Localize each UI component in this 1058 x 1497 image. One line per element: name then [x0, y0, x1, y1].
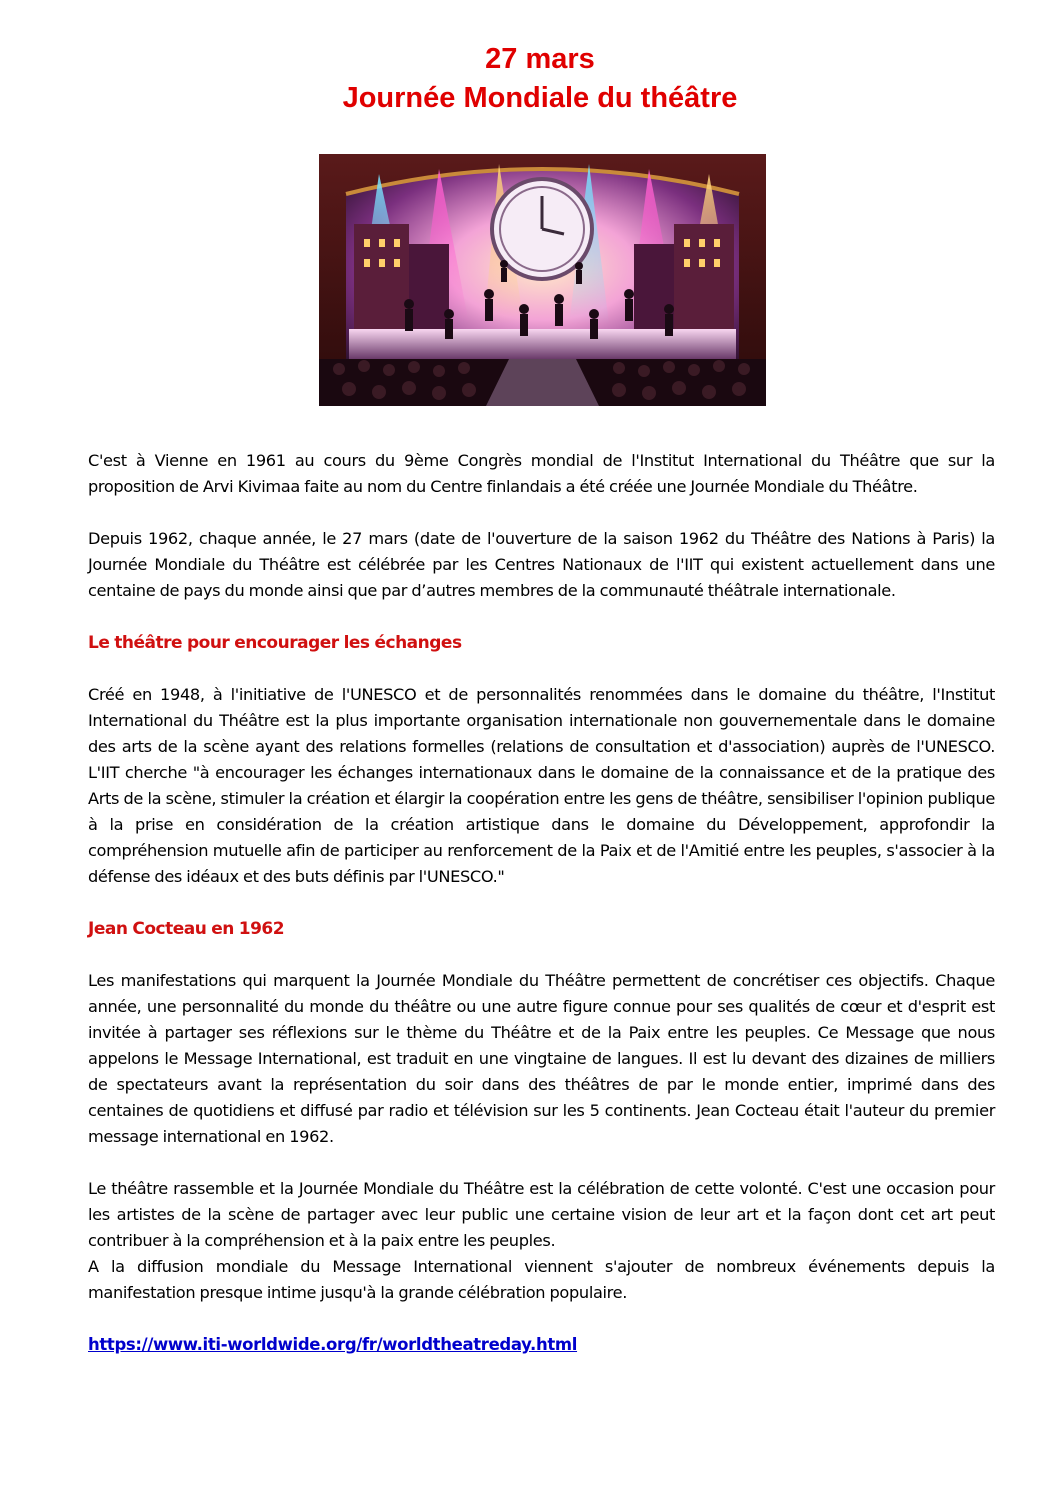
iti-worldwide-link[interactable]: https://www.iti-worldwide.org/fr/worldtheatreday.html: [88, 1335, 578, 1354]
section-heading-echanges: Le théâtre pour encourager les échanges: [88, 633, 462, 653]
title-date: 27 mars: [485, 43, 595, 75]
page-title: [0, 40, 1058, 118]
title-main: Journée Mondiale du théâtre: [342, 82, 738, 114]
section2-paragraph-2: Le théâtre rassemble et la Journée Mondiale du Théâtre est la célébration de cette volonté. C'est une occasion pour les artistes de la scène de partager avec leur public une certaine vision de leur art et la façon dont cet art peut contribuer à la compréhension et à la paix entre les peuples.: [88, 1179, 995, 1250]
section2-paragraph-3: A la diffusion mondiale du Message International viennent s'ajouter de nombreux événements depuis la manifestation presque intime jusqu'à la grande célébration populaire.: [88, 1257, 995, 1302]
theatre-stage-image: [319, 154, 766, 406]
intro-paragraph-2: Depuis 1962, chaque année, le 27 mars (date de l'ouverture de la saison 1962 du Théâtre des Nations à Paris) la Journée Mondiale du Théâtre est célébrée par les Centres Nationaux de l'IIT qui existent actuellement dans une centaine de pays du monde ainsi que par d’autres membres de la communauté théâtrale internationale.: [88, 529, 995, 600]
section-heading-cocteau: Jean Cocteau en 1962: [88, 919, 285, 939]
article-body: [88, 448, 995, 1358]
section2-paragraph-1: Les manifestations qui marquent la Journée Mondiale du Théâtre permettent de concrétiser ces objectifs. Chaque année, une personnalité du monde du théâtre ou une autre figure connue pour ses qualités de cœur et d'esprit est invitée à partager ses réflexions sur le thème du Théâtre et de la Paix entre les peuples. Ce Message que nous appelons le Message International, est traduit en une vingtaine de langues. Il est lu devant des dizaines de milliers de spectateurs avant la représentation du soir dans des théâtres de par le monde entier, imprimé dans des centaines de quotidiens et diffusé par radio et télévision sur les 5 continents. Jean Cocteau était l'auteur du premier message international en 1962.: [88, 971, 995, 1146]
section1-paragraph: Créé en 1948, à l'initiative de l'UNESCO et de personnalités renommées dans le domaine du théâtre, l'Institut International du Théâtre est la plus importante organisation internationale non gouvernementale dans le domaine des arts de la scène ayant des relations formelles (relations de consultation et d'association) auprès de l'UNESCO. L'IIT cherche "à encourager les échanges internationaux dans le domaine de la connaissance et de la pratique des Arts de la scène, stimuler la création et élargir la coopération entre les gens de théâtre, sensibiliser l'opinion publique à la prise en considération de la création artistique dans le domaine du Développement, approfondir la compréhension mutuelle afin de participer au renforcement de la Paix et de l'Amitié entre les peuples, s'associer à la défense des idéaux et des buts définis par l'UNESCO.": [88, 685, 995, 886]
intro-paragraph-1: C'est à Vienne en 1961 au cours du 9ème Congrès mondial de l'Institut International du Théâtre que sur la proposition de Arvi Kivimaa faite au nom du Centre finlandais a été créée une Journée Mondiale du Théâtre.: [88, 451, 995, 496]
